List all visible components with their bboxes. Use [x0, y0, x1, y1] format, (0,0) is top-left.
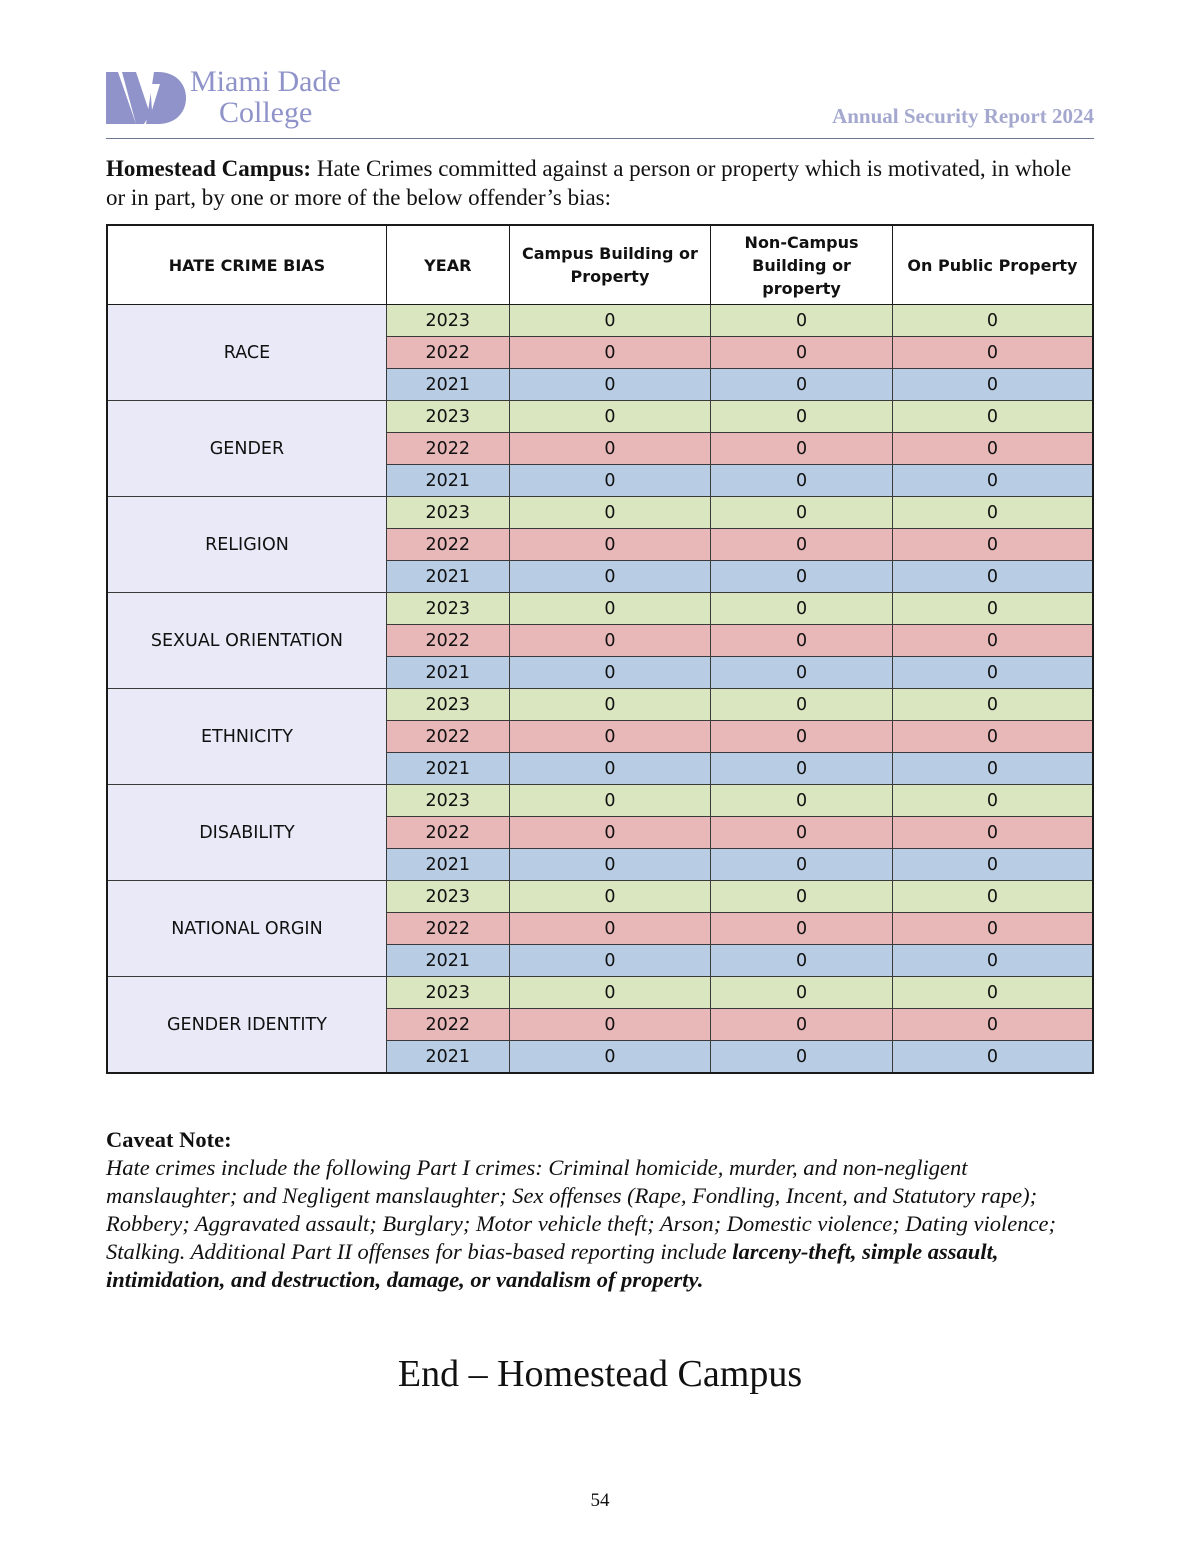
count-cell: 0 — [711, 1009, 893, 1041]
count-cell: 0 — [711, 657, 893, 689]
count-cell: 0 — [509, 593, 711, 625]
count-cell: 0 — [711, 1041, 893, 1074]
count-cell: 0 — [892, 977, 1093, 1009]
count-cell: 0 — [509, 657, 711, 689]
count-cell: 0 — [711, 817, 893, 849]
count-cell: 0 — [711, 465, 893, 497]
count-cell: 0 — [711, 561, 893, 593]
count-cell: 0 — [892, 465, 1093, 497]
count-cell: 0 — [509, 369, 711, 401]
year-cell: 2023 — [386, 785, 509, 817]
count-cell: 0 — [892, 657, 1093, 689]
count-cell: 0 — [509, 337, 711, 369]
count-cell: 0 — [892, 1009, 1093, 1041]
count-cell: 0 — [509, 305, 711, 337]
college-logo-text — [190, 66, 341, 128]
year-cell: 2022 — [386, 529, 509, 561]
count-cell: 0 — [892, 1041, 1093, 1074]
count-cell: 0 — [509, 817, 711, 849]
count-cell: 0 — [711, 401, 893, 433]
header-hate-crime-bias: HATE CRIME BIAS — [107, 225, 386, 305]
table-row — [107, 881, 1093, 913]
count-cell: 0 — [509, 881, 711, 913]
table-body — [107, 305, 1093, 1074]
year-cell: 2022 — [386, 433, 509, 465]
count-cell: 0 — [509, 753, 711, 785]
report-title: Annual Security Report 2024 — [832, 104, 1094, 128]
table-row — [107, 785, 1093, 817]
end-section-title: End – Homestead Campus — [397, 1353, 803, 1395]
table-row — [107, 305, 1093, 337]
year-cell: 2022 — [386, 337, 509, 369]
count-cell: 0 — [509, 945, 711, 977]
count-cell: 0 — [892, 721, 1093, 753]
year-cell: 2021 — [386, 945, 509, 977]
count-cell: 0 — [892, 369, 1093, 401]
count-cell: 0 — [892, 337, 1093, 369]
count-cell: 0 — [711, 337, 893, 369]
count-cell: 0 — [892, 689, 1093, 721]
year-cell: 2023 — [386, 305, 509, 337]
count-cell: 0 — [711, 753, 893, 785]
count-cell: 0 — [711, 369, 893, 401]
intro-paragraph — [106, 154, 1096, 212]
count-cell: 0 — [509, 1041, 711, 1074]
year-cell: 2023 — [386, 977, 509, 1009]
bias-category-cell: NATIONAL ORGIN — [107, 881, 386, 977]
count-cell: 0 — [509, 1009, 711, 1041]
year-cell: 2022 — [386, 1009, 509, 1041]
count-cell: 0 — [509, 465, 711, 497]
year-cell: 2021 — [386, 753, 509, 785]
count-cell: 0 — [711, 497, 893, 529]
count-cell: 0 — [892, 817, 1093, 849]
count-cell: 0 — [711, 881, 893, 913]
year-cell: 2021 — [386, 849, 509, 881]
count-cell: 0 — [711, 593, 893, 625]
count-cell: 0 — [509, 529, 711, 561]
table-row — [107, 689, 1093, 721]
year-cell: 2021 — [386, 465, 509, 497]
count-cell: 0 — [509, 401, 711, 433]
bias-category-cell: DISABILITY — [107, 785, 386, 881]
count-cell: 0 — [711, 977, 893, 1009]
count-cell: 0 — [711, 689, 893, 721]
count-cell: 0 — [711, 945, 893, 977]
count-cell: 0 — [711, 305, 893, 337]
college-logo-icon — [106, 70, 188, 124]
count-cell: 0 — [509, 785, 711, 817]
bias-category-cell: RELIGION — [107, 497, 386, 593]
count-cell: 0 — [711, 849, 893, 881]
count-cell: 0 — [892, 561, 1093, 593]
bias-category-cell: SEXUAL ORIENTATION — [107, 593, 386, 689]
year-cell: 2021 — [386, 369, 509, 401]
header-public-property: On Public Property — [892, 225, 1093, 305]
year-cell: 2021 — [386, 561, 509, 593]
count-cell: 0 — [892, 753, 1093, 785]
count-cell: 0 — [892, 945, 1093, 977]
count-cell: 0 — [509, 977, 711, 1009]
year-cell: 2022 — [386, 913, 509, 945]
count-cell: 0 — [711, 529, 893, 561]
count-cell: 0 — [892, 593, 1093, 625]
logo-line-1: Miami Dade — [190, 65, 341, 98]
caveat-body: Hate crimes include the following Part I crimes: Criminal homicide, murder, and non-negligent manslaughter; and Negligent manslaughter; Sex offenses (Rape, Fondling, Incent, and Statutory rape); Robbery; Aggravated assault; Burglary; Motor vehicle theft; Arson; Domestic violence; Dating violence; Stalking. Additional Part II offenses for bias-based reporting include — [106, 1155, 1056, 1264]
table-row — [107, 977, 1093, 1009]
header-campus-building: Campus Building or Property — [509, 225, 711, 305]
count-cell: 0 — [892, 785, 1093, 817]
table-row — [107, 497, 1093, 529]
page-header — [106, 66, 1094, 139]
intro-campus-label: Homestead Campus: — [106, 156, 312, 181]
year-cell: 2022 — [386, 817, 509, 849]
year-cell: 2023 — [386, 689, 509, 721]
page-number: 54 — [590, 1490, 610, 1511]
header-year: YEAR — [386, 225, 509, 305]
caveat-title: Caveat Note: — [106, 1127, 232, 1152]
table-row — [107, 593, 1093, 625]
count-cell: 0 — [509, 849, 711, 881]
count-cell: 0 — [711, 913, 893, 945]
count-cell: 0 — [509, 689, 711, 721]
count-cell: 0 — [892, 433, 1093, 465]
count-cell: 0 — [509, 497, 711, 529]
count-cell: 0 — [892, 881, 1093, 913]
count-cell: 0 — [892, 529, 1093, 561]
year-cell: 2021 — [386, 1041, 509, 1074]
count-cell: 0 — [892, 305, 1093, 337]
year-cell: 2023 — [386, 881, 509, 913]
year-cell: 2023 — [386, 593, 509, 625]
header-non-campus-building: Non-Campus Building or property — [711, 225, 893, 305]
count-cell: 0 — [711, 433, 893, 465]
count-cell: 0 — [509, 433, 711, 465]
count-cell: 0 — [892, 849, 1093, 881]
count-cell: 0 — [711, 625, 893, 657]
bias-category-cell: GENDER — [107, 401, 386, 497]
intro-text: Hate Crimes committed against a person or property which is motivated, in whole or in part, by one or more of the below offender’s bias: — [106, 156, 1072, 210]
year-cell: 2023 — [386, 401, 509, 433]
year-cell: 2021 — [386, 657, 509, 689]
table-header-row — [107, 225, 1093, 305]
count-cell: 0 — [892, 913, 1093, 945]
bias-category-cell: GENDER IDENTITY — [107, 977, 386, 1074]
count-cell: 0 — [509, 913, 711, 945]
year-cell: 2023 — [386, 497, 509, 529]
year-cell: 2022 — [386, 625, 509, 657]
table-row — [107, 401, 1093, 433]
count-cell: 0 — [509, 721, 711, 753]
count-cell: 0 — [892, 401, 1093, 433]
count-cell: 0 — [711, 785, 893, 817]
count-cell: 0 — [892, 625, 1093, 657]
count-cell: 0 — [509, 561, 711, 593]
logo-line-2: College — [219, 96, 313, 129]
caveat-bold-text: larceny-theft, simple assault, intimidation, and destruction, damage, or vandalism of property. — [106, 1239, 999, 1292]
bias-category-cell: ETHNICITY — [107, 689, 386, 785]
bias-category-cell: RACE — [107, 305, 386, 401]
year-cell: 2022 — [386, 721, 509, 753]
caveat-note — [106, 1126, 1096, 1294]
count-cell: 0 — [892, 497, 1093, 529]
count-cell: 0 — [509, 625, 711, 657]
hate-crimes-table — [106, 224, 1094, 1074]
count-cell: 0 — [711, 721, 893, 753]
